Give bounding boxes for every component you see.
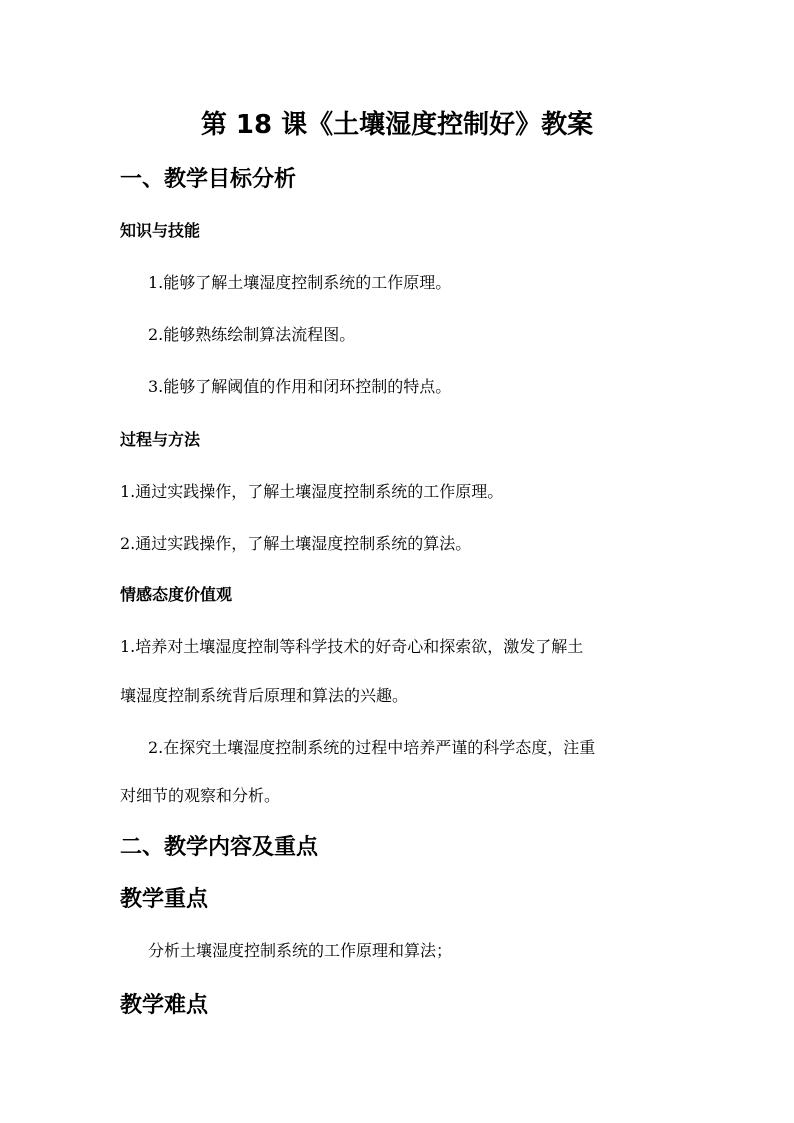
- emotion-item-1-line-1: 1.培养对土壤湿度控制等科学技术的好奇心和探索欲，激发了解土: [120, 637, 584, 656]
- subheading-knowledge-skills: 知识与技能: [120, 221, 201, 240]
- emotion-item-1-line-2: 壤湿度控制系统背后原理和算法的兴趣。: [120, 686, 409, 705]
- subheading-difficulties: 教学难点: [120, 993, 209, 1018]
- document-title: 第 18 课《土壤湿度控制好》教案: [200, 110, 594, 140]
- subheading-emotion-values: 情感态度价值观: [120, 585, 233, 604]
- knowledge-item-3: 3.能够了解阈值的作用和闭环控制的特点。: [148, 377, 452, 396]
- section-heading-objectives: 一、教学目标分析: [120, 167, 297, 192]
- process-item-2: 2.通过实践操作，了解土壤湿度控制系统的算法。: [120, 534, 472, 553]
- subheading-process-methods: 过程与方法: [120, 430, 201, 449]
- section-heading-content: 二、教学内容及重点: [120, 835, 319, 860]
- key-points-text: 分析土壤湿度控制系统的工作原理和算法；: [148, 941, 453, 960]
- subheading-key-points: 教学重点: [120, 887, 209, 912]
- emotion-item-2-line-1: 2.在探究土壤湿度控制系统的过程中培养严谨的科学态度，注重: [148, 738, 596, 757]
- process-item-1: 1.通过实践操作，了解土壤湿度控制系统的工作原理。: [120, 482, 504, 501]
- knowledge-item-2: 2.能够熟练绘制算法流程图。: [148, 325, 356, 344]
- knowledge-item-1: 1.能够了解土壤湿度控制系统的工作原理。: [148, 273, 452, 292]
- emotion-item-2-line-2: 对细节的观察和分析。: [120, 786, 281, 805]
